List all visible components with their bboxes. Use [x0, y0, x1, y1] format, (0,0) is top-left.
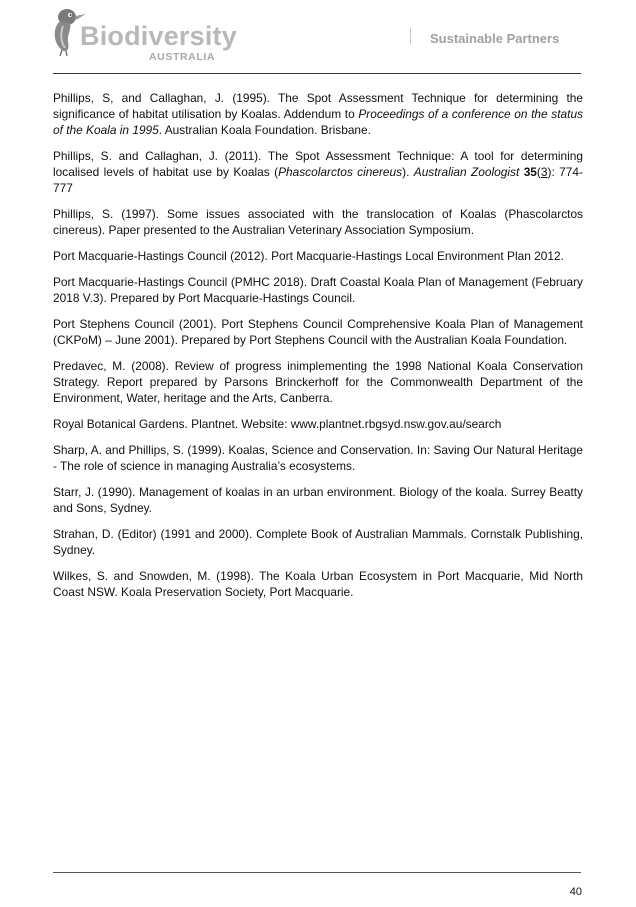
- reference-text: 35: [523, 165, 537, 179]
- reference-entry: [53, 484, 583, 516]
- reference-entry: [53, 90, 583, 138]
- reference-entry: [53, 316, 583, 348]
- biodiversity-australia-logo: [48, 4, 248, 66]
- reference-text: ): 774-777: [53, 165, 583, 195]
- reference-text: Starr, J. (1990). Management of koalas in an urban environment. Biology of the koala. Surrey Beatty and Sons, Sydney.: [53, 485, 583, 515]
- reference-text: . Australian Koala Foundation. Brisbane.: [158, 123, 371, 137]
- reference-text: Strahan, D. (Editor) (1991 and 2000). Complete Book of Australian Mammals. Cornstalk Publishing, Sydney.: [53, 527, 583, 557]
- logo-title: Biodiversity: [80, 21, 237, 51]
- reference-text: Phascolarctos cinereus: [278, 165, 403, 179]
- header-right-label: Sustainable Partners: [430, 31, 560, 46]
- header-rule: [53, 73, 581, 74]
- reference-text: Port Macquarie-Hastings Council (2012). Port Macquarie-Hastings Local Environment Plan 2012.: [53, 249, 564, 263]
- reference-text: 3: [540, 165, 548, 179]
- reference-entry: [53, 148, 583, 196]
- reference-text: Predavec, M. (2008). Review of progress inimplementing the 1998 National Koala Conservation Strategy. Report prepared by Parsons Brinckerhoff for the Commonwealth Department of the Environment, Water, heritage and the Arts, Canberra.: [53, 359, 583, 405]
- reference-text: Phillips, S. and Callaghan, J. (2011). The Spot Assessment Technique: A tool for determining localised levels of habitat use by Koalas (: [53, 149, 583, 179]
- reference-text: Sharp, A. and Phillips, S. (1999). Koalas, Science and Conservation. In: Saving Our Natural Heritage - The role of science in managing Australia’s ecosystems.: [53, 443, 583, 473]
- reference-text: Wilkes, S. and Snowden, M. (1998). The Koala Urban Ecosystem in Port Macquarie, Mid North Coast NSW. Koala Preservation Society, Port Macquarie.: [53, 569, 583, 599]
- reference-entry: [53, 358, 583, 406]
- header-divider: [410, 28, 411, 44]
- reference-list: [53, 90, 583, 610]
- reference-entry: [53, 206, 583, 238]
- reference-text: Royal Botanical Gardens. Plantnet. Website: www.plantnet.rbgsyd.nsw.gov.au/search: [53, 417, 502, 431]
- reference-text: Port Macquarie-Hastings Council (PMHC 2018). Draft Coastal Koala Plan of Management (February 2018 V.3). Prepared by Port Macquarie-Hastings Council.: [53, 275, 583, 305]
- reference-entry: [53, 442, 583, 474]
- reference-entry: [53, 526, 583, 558]
- reference-entry: [53, 416, 583, 432]
- reference-entry: [53, 568, 583, 600]
- page-number: 40: [569, 886, 582, 898]
- reference-entry: [53, 274, 583, 306]
- reference-entry: [53, 248, 583, 264]
- reference-text: Phillips, S. (1997). Some issues associated with the translocation of Koalas (Phascolarctos cinereus). Paper presented to the Australian Veterinary Association Symposium.: [53, 207, 583, 237]
- footer-rule: [53, 872, 581, 873]
- reference-text: (: [536, 165, 541, 179]
- reference-text: Port Stephens Council (2001). Port Stephens Council Comprehensive Koala Plan of Management (CKPoM) – June 2001). Prepared by Port Stephens Council with the Australian Koala Foundation.: [53, 317, 583, 347]
- reference-text: Australian Zoologist: [413, 165, 520, 179]
- reference-text: Phillips, S, and Callaghan, J. (1995). The Spot Assessment Technique for determining the significance of habitat utilisation by Koalas. Addendum to: [53, 91, 583, 121]
- reference-text: ).: [402, 165, 414, 179]
- reference-text: Proceedings of a conference on the status of the Koala in 1995: [53, 107, 583, 137]
- logo-subtitle: AUSTRALIA: [149, 51, 216, 63]
